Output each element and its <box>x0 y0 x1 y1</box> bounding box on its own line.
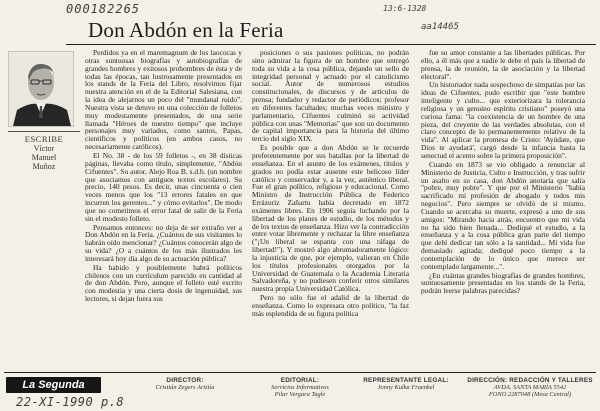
paragraph: Un historiador nada sospechoso de simpatías por las ideas de Cifuentes, pudo escribir que "este hombre inteligente y culto... que exteriorizara la tolerancia religiosa y un genuino espíritu cristiano" poseyó una curiosa fama: "la coexistencia de un hombre de una pieza, del creyente de las verdades absolutas, con el claro concepto de lo permanentemente relativo de la vida". Al aplicar la promesa de Cristo: 'Ayúdate, que Dios te ayudará', cargó desde la infancia hasta la senectud el acento sobre la primera proposición". <box>421 80 585 160</box>
credit-value: FONO 2287048 (Mesa Central) <box>488 391 572 399</box>
paragraph: Pensamos entonces: no deja de ser extraño ver a Don Abdón en la Feria. ¿Cuántos de sus visitantes lo habrán oído mencionar? ¿Cuántos conocerán algo de su vida? ¿O a cuántos de los más ilustrados les interesará hoy día algo de su actuación pública? <box>85 222 242 263</box>
article-column-2 <box>252 49 409 371</box>
paragraph: Cuando en 1873 se vio obligado a renunciar al Ministerio de Justicia, Culto e Instrucción, y tras sufrir un asalto en su casa, don Abdón anotaría que salía "pobre, muy pobre". Y que por el Ministerio "había sacrificado mi profesión de abogado y todos mis negocios". Pero siempre se olvidó de sí mismo. Cuando se acercaba su muerte, expresó a uno de sus amigos: "Mirando hacia atrás, encuentro que mi vida no ha sido bien llenada... Dediqué el estudio, a la enseñanza y a la cosa pública gran parte del tiempo que debí dedicar tan sólo a la santidad... Mi vida fue demasiado agitada; dediqué poco tiempo a la contemplación de lo único que merece ser contemplado largamente...". <box>421 159 585 271</box>
credit-editorial <box>256 377 344 399</box>
credit-address <box>464 377 596 399</box>
credit-value: Cristián Zegers Ariztía <box>155 384 215 392</box>
author-first-name: Víctor <box>33 144 55 153</box>
paragraph: Ha habido y posiblemente habrá políticos chilenos con un currículum parecido en cantidad al de don Abdón. Pero, aunque el folleto esté escrito con modestia y una cierta dosis de ingenuidad, sus lectores, si dejan fuera sus <box>85 262 242 304</box>
author-portrait-image <box>9 52 73 126</box>
credit-director <box>132 377 238 391</box>
credit-value: Jonny Kulka Fraenkel <box>377 384 435 392</box>
article-column-3 <box>421 49 585 371</box>
newspaper-footer <box>4 372 596 411</box>
paragraph: ¿En cuántas grandes biografías de grandes hombres, suntuosamente presentadas en los stands de la Feria, podrán leerse palabras parecidas? <box>421 270 585 296</box>
article-column-1 <box>85 49 242 371</box>
archive-code: 000182265 <box>66 2 141 16</box>
paragraph: Pero no sólo fue el adalid de la libertad de enseñanza. Como lo expresara otro político, "la faz más esplendida de su figura política <box>252 293 409 318</box>
paragraph: El No. 38 - de los 59 folletos -, en 38 dísticas páginas, llevaba como título, simplemente, "Abdón Cifuentes". Su autor, Alejo Roa B. s.d.b. (un nombre que asociamos con antiguos textos escolares). Su precio, 140 pesos. Es decir, unas cincuenta o cien veces menos que los "13 errores fatales en que incurren los gerentes..." y cómo evitarlos". De modo que no cometimos el error fatal de salir de la Feria sin el modesto folleto. <box>85 150 242 223</box>
paragraph: posiciones o sus pasiones políticas, no podrán sino admirar la figura de un hombre que entregó toda su vida a la cosa pública, dejando un sello de integridad personal y actuado por el catolicismo social. Autor de numerosos estudios constitucionales, de discursos y de artículos de prensa; fundador y redactor de periódicos; profesor en diferentes facultades; muchas veces ministro y parlamentario, Cifuentes culminó su actividad pública con unas "Memorias" que son un documento de capital importancia para la historia del último tercio del siglo XIX. <box>252 49 409 144</box>
credit-value: AVDA. SANTA MARÍA 5542 <box>493 384 567 392</box>
author-block <box>8 51 80 171</box>
issue-date-note: 22-XI-1990 p.8 <box>16 395 125 409</box>
author-last-name: Muñoz <box>32 162 56 171</box>
credit-label: DIRECTOR: <box>166 377 204 384</box>
article-headline: Don Abdón en la Feria <box>88 18 284 42</box>
credit-value: Servicios Informativos <box>271 384 329 392</box>
header-rule <box>66 44 596 45</box>
newspaper-masthead-logo: La Segunda <box>6 377 101 393</box>
section-label: ESCRIBE <box>8 131 80 144</box>
credit-label: REPRESENTANTE LEGAL: <box>363 377 449 384</box>
paragraph: Es posible que a don Abdón se le recuerde preferentemente por sus batallas por la libertad de enseñanza. En el asunto de los exámenes, títulos y grados no podía estar ausente este belicoso líder católico y conservador y, a la vez, auténtico liberal. Fue el gran político, religioso y educacional. Como Ministro de Instrucción Pública de Federico Errázuriz Zañartu había decretado en 1872 exámenes libres. En 1906 seguía luchando por la libertad de los planes de estudio, de los métodos y de los textos de enseñanza. Hizo ver la contradicción entre votar libremente y rechazar la libre enseñanza ("¡Un liberal se espanta con una ráfaga de libertad!"). Y mostró algo abrumadoramente lógico: la injusticia de que, por ejemplo, valieran en Chile los títulos profesionales otorgados por la Universidad de Guatemala o la Academia Literaria Salvadoreña, y no pudiesen conferir otros similares nuestra propia Universidad Católica. <box>252 143 409 294</box>
credit-legal-representative <box>362 377 450 391</box>
credit-label: DIRECCIÓN: REDACCIÓN Y TALLERES <box>467 377 593 384</box>
credit-value: Pilar Vergara Tagle <box>274 391 326 399</box>
author-photo <box>8 51 74 127</box>
author-middle-name: Manuel <box>31 153 57 162</box>
archive-date-note: 13:6-1328 <box>383 4 427 13</box>
paragraph: Perdidos ya en el maremagnum de los laococas y otras suntuosas biografías y autobiografías de grandes hombres y exitosos prohombres de ésta y de todas las épocas, tan lustrosamente presentados en los stands de la Feria del Libro, resolvimos fijar nuestra atención en el de la Editorial Salesiana, con la idea de alejarnos un poco del "mundanal ruido". Nuestra vista se detuvo en una colección de folletos muy modestamente presentados, de una serie llamada "Héroes de nuestro tiempo" que incluye personajes muy variados, como santos, Papas, científicos y políticos (en ambos casos, no necesariamente católicos). <box>85 49 242 152</box>
paragraph: fue su amor constante a las libertades públicas. Por ello, a él más que a nadie le debe el país la libertad de prensa, la de reunión, la de asociación y la libertad electoral". <box>421 49 585 81</box>
credit-label: EDITORIAL: <box>280 377 320 384</box>
archive-reference: aa14465 <box>421 22 459 32</box>
